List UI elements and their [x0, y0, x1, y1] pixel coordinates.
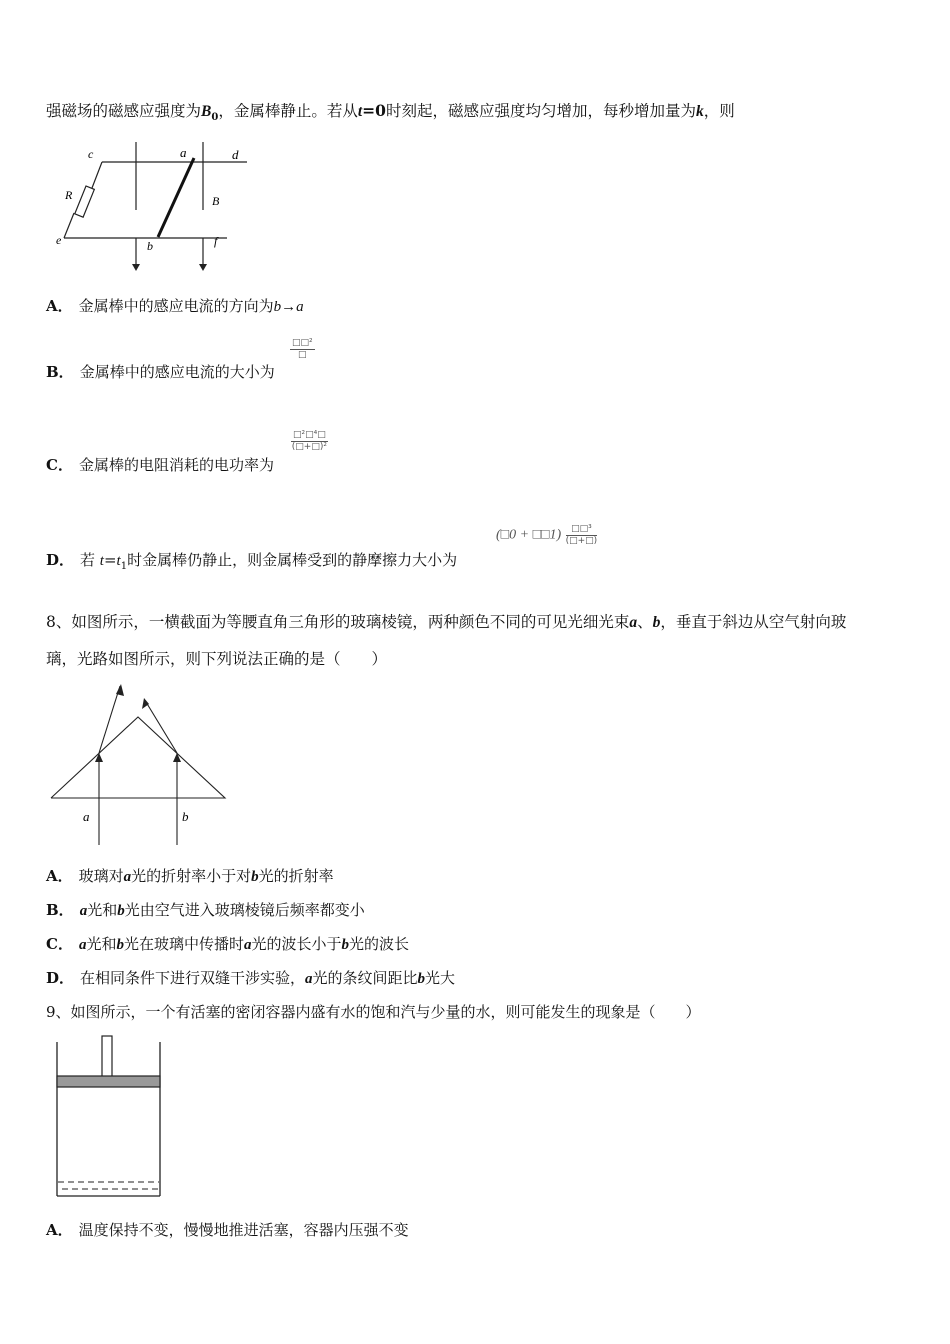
option-text: 光和	[87, 901, 118, 919]
formula-num: □²□⁴□	[293, 430, 326, 440]
separator: 、	[637, 613, 653, 631]
intro-text-2: ，金属棒静止。若从	[218, 102, 358, 120]
label-c: c	[88, 147, 94, 161]
option-9a	[46, 1220, 409, 1240]
option-text: 玻璃对	[78, 867, 124, 885]
option-text: 温度保持不变，慢慢地推进活塞，容器内压强不变	[78, 1221, 409, 1239]
piston-container-figure	[52, 1034, 166, 1202]
label-b-field: B	[212, 194, 220, 208]
var-t: t	[357, 103, 363, 120]
question-number: 8、	[46, 613, 72, 631]
option-text-post: 时金属棒仍静止，则金属棒受到的静摩擦力大小为	[127, 551, 458, 569]
var-k: k	[695, 103, 704, 120]
option-text-pre: 若	[80, 551, 100, 569]
var-t-val: =0	[362, 101, 386, 120]
label-ray-a: a	[83, 809, 90, 824]
formula-7c	[291, 430, 328, 453]
q9-stem	[46, 1002, 701, 1022]
stem-text: 璃，光路如图所示，则下列说法正确的是（ ）	[46, 650, 388, 668]
option-text: 光大	[425, 969, 456, 987]
option-8a	[46, 866, 334, 887]
var-t: t	[99, 553, 104, 569]
option-label: A．	[46, 297, 73, 315]
formula-den: (□+□)	[565, 536, 598, 546]
formula-den: (□+□)²	[291, 442, 327, 452]
option-label: C．	[46, 935, 73, 953]
var-t1: t	[116, 553, 121, 569]
var-b: b	[116, 937, 124, 953]
var-b0-sub: 0	[211, 112, 219, 124]
eq-sign: =	[103, 551, 117, 569]
option-text: 金属棒中的感应电流的方向为	[78, 297, 274, 315]
option-7d	[46, 550, 457, 577]
direction-expr: b→a	[273, 299, 304, 315]
stem-text: ，垂直于斜边从空气射向玻	[660, 613, 847, 631]
var-a: a	[78, 937, 87, 953]
option-7b	[46, 362, 275, 382]
label-f: f	[214, 234, 218, 248]
intro-line	[46, 100, 735, 129]
option-text: 光的波长小于	[251, 935, 342, 953]
option-text: 光由空气进入玻璃棱镜后频率都变小	[124, 901, 365, 919]
var-b: b	[341, 937, 349, 953]
option-label: B．	[46, 363, 74, 381]
option-text: 光的条纹间距比	[312, 969, 418, 987]
var-a: a	[243, 937, 252, 953]
option-text: 光在玻璃中传播时	[123, 935, 244, 953]
option-8b	[46, 900, 365, 921]
option-8d	[46, 968, 455, 989]
label-b: b	[147, 239, 153, 253]
formula-7d	[496, 524, 597, 547]
formula-num: □□³	[566, 524, 598, 536]
var-b: b	[251, 869, 259, 885]
var-a: a	[79, 903, 88, 919]
stem-text: 如图所示，一横截面为等腰直角三角形的玻璃棱镜，两种颜色不同的可见光细光束	[71, 613, 630, 631]
option-label: C．	[46, 456, 73, 474]
var-a: a	[305, 971, 313, 987]
option-text: 在相同条件下进行双缝干涉实验，	[80, 969, 306, 987]
q8-stem-line2	[46, 648, 387, 670]
label-r: R	[65, 188, 73, 202]
option-label: D．	[46, 551, 75, 569]
label-a: a	[180, 145, 187, 160]
q8-stem-line1	[46, 611, 846, 634]
option-label: A．	[46, 867, 73, 885]
option-8c	[46, 934, 409, 955]
label-ray-b: b	[182, 809, 189, 824]
prism-figure	[48, 680, 230, 845]
label-d: d	[232, 147, 239, 162]
option-text: 光和	[86, 935, 117, 953]
label-e: e	[56, 233, 62, 247]
stem-text: 9、如图所示，一个有活塞的密闭容器内盛有水的饱和汽与少量的水，则可能发生的现象是（ ）	[46, 1003, 701, 1021]
rail-circuit-figure	[52, 140, 252, 272]
formula-main: (□0 + □□1)	[496, 527, 562, 543]
var-a: a	[123, 869, 132, 885]
var-t1-sub: 1	[120, 561, 128, 572]
option-label: D．	[46, 969, 75, 987]
option-label: B．	[46, 901, 74, 919]
intro-text-4: ，则	[703, 102, 735, 120]
intro-text-3: 时刻起，磁感应强度均匀增加，每秒增加量为	[385, 102, 696, 120]
var-b: b	[117, 903, 125, 919]
formula-num: □□²	[292, 338, 313, 348]
option-text: 光的折射率小于对	[131, 867, 252, 885]
formula-den: □	[298, 350, 307, 360]
var-b: b	[652, 614, 661, 631]
var-b0: B	[201, 103, 212, 120]
option-text: 光的波长	[349, 935, 410, 953]
option-7c	[46, 455, 274, 475]
var-a: a	[629, 614, 638, 631]
option-text: 金属棒中的感应电流的大小为	[79, 363, 275, 381]
option-text: 金属棒的电阻消耗的电功率为	[78, 456, 274, 474]
intro-text-1: 强磁场的磁感应强度为	[46, 102, 202, 120]
formula-7b	[290, 338, 315, 361]
option-label: A．	[46, 1221, 73, 1239]
option-text: 光的折射率	[258, 867, 334, 885]
var-b: b	[417, 971, 426, 987]
option-7a	[46, 296, 304, 317]
